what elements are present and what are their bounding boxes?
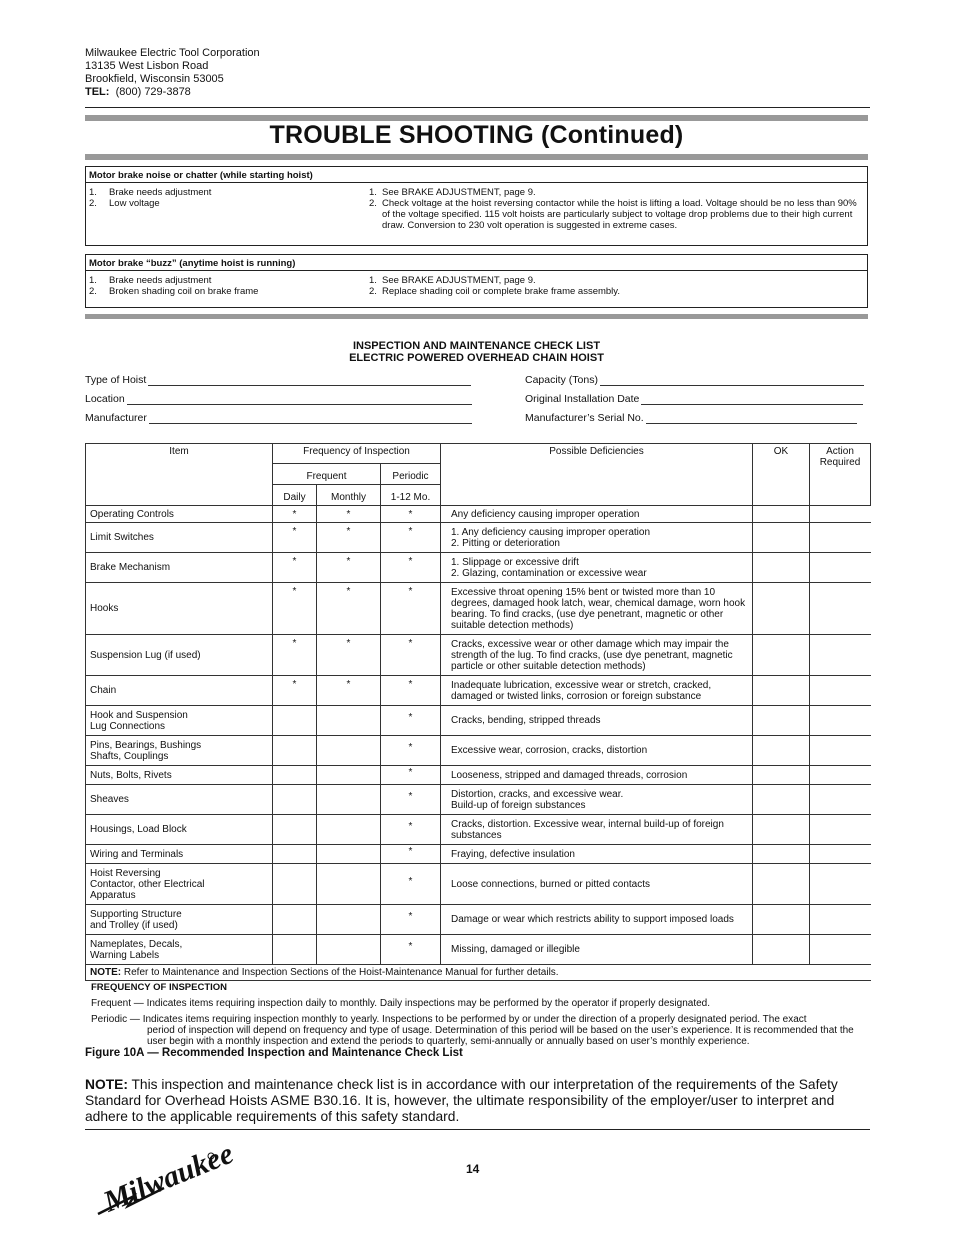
cell-monthly: * (317, 635, 381, 676)
svg-text:Milwaukee: Milwaukee (98, 1136, 238, 1219)
list-item: See BRAKE ADJUSTMENT, page 9. (382, 187, 536, 198)
cell-item: Limit Switches (86, 523, 273, 553)
page-number: 14 (466, 1162, 480, 1176)
frequency-periodic-rest: period of inspection will depend on frequency and type of usage. Determination of this period will be based on the user’s experience. It is recommended that the user begin with a monthly inspection and extend the periods to quarterly, semi-annually or annually based on user’s monthly experience. (147, 1025, 854, 1047)
cell-deficiency: Inadequate lubrication, excessive wear or stretch, cracked, damaged or twisted links, corrosion or foreign substance (441, 676, 753, 706)
cell-daily (273, 815, 317, 845)
cell-action[interactable] (810, 706, 871, 736)
list-number: 1. (369, 275, 377, 286)
cell-periodic: * (381, 815, 441, 845)
cell-action[interactable] (810, 845, 871, 864)
cell-item: Pins, Bearings, Bushings Shafts, Couplings (86, 736, 273, 766)
periodic-label: Periodic — (91, 1014, 143, 1025)
col-header-item: Item (86, 444, 273, 506)
cell-item: Hook and Suspension Lug Connections (86, 706, 273, 736)
cell-action[interactable] (810, 736, 871, 766)
cell-monthly (317, 864, 381, 905)
cell-ok[interactable] (753, 506, 810, 523)
field-manufacturer[interactable] (85, 412, 472, 424)
table-note-label: NOTE: (90, 967, 122, 978)
list-number: 2. (89, 198, 97, 209)
field-label: Type of Hoist (85, 374, 147, 386)
cell-ok[interactable] (753, 785, 810, 815)
cell-ok[interactable] (753, 905, 810, 935)
list-item: Replace shading coil or complete brake frame assembly. (382, 286, 620, 297)
header-rule (85, 107, 870, 108)
cell-item: Housings, Load Block (86, 815, 273, 845)
table-row (86, 635, 871, 676)
table-row (86, 506, 871, 523)
cell-deficiency: Excessive throat opening 15% bent or twisted more than 10 degrees, damaged hook latch, wear, chemical damage, worn hook bearing. To find cracks, (use dye penetrant, magnetic or other suitable detection methods) (441, 583, 753, 635)
cell-periodic: * (381, 506, 441, 523)
cell-deficiency: Fraying, defective insulation (441, 845, 753, 864)
periodic-text: Indicates items requiring inspection monthly to yearly. Inspections to be performed by or under the direction of a properly designated period. The exact (142, 1014, 807, 1025)
cell-periodic: * (381, 864, 441, 905)
table-row (86, 676, 871, 706)
cell-monthly: * (317, 676, 381, 706)
cell-periodic: * (381, 845, 441, 864)
cell-daily: * (273, 506, 317, 523)
company-address (85, 47, 260, 99)
col-header-action: Action Required (810, 444, 871, 506)
cell-ok[interactable] (753, 523, 810, 553)
title-bar-bottom (85, 154, 868, 160)
cell-action[interactable] (810, 864, 871, 905)
cell-ok[interactable] (753, 553, 810, 583)
cell-item: Suspension Lug (if used) (86, 635, 273, 676)
cell-monthly: * (317, 506, 381, 523)
note-text: This inspection and maintenance check list is in accordance with our interpretation of the requirements of the Safety Standard for Overhead Hoists ASME B30.16. It is, however, the ultimate responsibility of the employer/user to interpret and adhere to the applicable requirements of this safety standard. (85, 1077, 838, 1124)
field-serial-number[interactable] (525, 412, 857, 424)
field-label: Capacity (Tons) (525, 374, 598, 386)
figure-caption: Figure 10A — Recommended Inspection and Maintenance Check List (85, 1047, 463, 1059)
cell-periodic: * (381, 523, 441, 553)
cell-periodic: * (381, 583, 441, 635)
list-item: Brake needs adjustment (109, 187, 212, 198)
list-item: See BRAKE ADJUSTMENT, page 9. (382, 275, 536, 286)
table-row (86, 935, 871, 965)
col-header-ok: OK (753, 444, 810, 506)
cell-deficiency: Cracks, excessive wear or other damage which may impair the strength of the lug. To find cracks, (use dye penetrant, magnetic particle or other suitable detection methods) (441, 635, 753, 676)
table-row (86, 905, 871, 935)
trouble-remedies (369, 187, 864, 231)
note-label: NOTE: (85, 1077, 128, 1092)
frequency-title: FREQUENCY OF INSPECTION (91, 982, 228, 993)
cell-action[interactable] (810, 635, 871, 676)
cell-item: Supporting Structure and Trolley (if used) (86, 905, 273, 935)
company-tel (85, 86, 260, 99)
cell-monthly (317, 736, 381, 766)
trouble-box-brake-noise (85, 166, 868, 246)
company-street: 13135 West Lisbon Road (85, 60, 209, 72)
col-header-monthly: Monthly (317, 485, 381, 506)
cell-ok[interactable] (753, 766, 810, 785)
cell-item: Chain (86, 676, 273, 706)
cell-action[interactable] (810, 766, 871, 785)
cell-deficiency: Loose connections, burned or pitted contacts (441, 864, 753, 905)
cell-daily (273, 785, 317, 815)
table-row (86, 553, 871, 583)
checklist-table (85, 443, 871, 981)
cell-daily (273, 905, 317, 935)
cell-deficiency: Cracks, bending, stripped threads (441, 706, 753, 736)
col-header-frequency: Frequency of Inspection (273, 444, 441, 464)
field-capacity[interactable] (525, 374, 864, 386)
cell-ok[interactable] (753, 935, 810, 965)
table-note-text: Refer to Maintenance and Inspection Sections of the Hoist-Maintenance Manual for further details. (121, 967, 559, 978)
checklist-title-line2: ELECTRIC POWERED OVERHEAD CHAIN HOIST (349, 352, 604, 364)
cell-ok[interactable] (753, 583, 810, 635)
cell-monthly: * (317, 583, 381, 635)
table-row (86, 583, 871, 635)
field-label: Manufacturer (85, 412, 147, 424)
table-row (86, 785, 871, 815)
cell-item: Hooks (86, 583, 273, 635)
cell-periodic: * (381, 785, 441, 815)
note-paragraph (85, 1077, 870, 1125)
table-row (86, 815, 871, 845)
cell-monthly (317, 766, 381, 785)
cell-ok[interactable] (753, 676, 810, 706)
page-title: TROUBLE SHOOTING (Continued) (269, 121, 684, 149)
trouble-causes (89, 187, 211, 209)
cell-deficiency: Any deficiency causing improper operation (441, 506, 753, 523)
cell-periodic: * (381, 676, 441, 706)
frequency-frequent: Frequent — Indicates items requiring inspection daily to monthly. Daily inspections may be performed by the operator if properly designated. (91, 998, 711, 1009)
cell-ok[interactable] (753, 864, 810, 905)
trouble-box-brake-buzz (85, 254, 868, 308)
cell-periodic: * (381, 635, 441, 676)
cell-action[interactable] (810, 523, 871, 553)
milwaukee-logo (94, 1136, 238, 1225)
cell-monthly (317, 905, 381, 935)
list-number: 2. (89, 286, 97, 297)
cell-periodic: * (381, 766, 441, 785)
tel-number: (800) 729-3878 (115, 86, 191, 98)
cell-deficiency: Excessive wear, corrosion, cracks, distortion (441, 736, 753, 766)
field-label: Manufacturer’s Serial No. (525, 412, 644, 424)
checklist-title-line1: INSPECTION AND MAINTENANCE CHECK LIST (352, 340, 601, 352)
cell-ok[interactable] (753, 815, 810, 845)
cell-monthly (317, 935, 381, 965)
cell-periodic: * (381, 736, 441, 766)
cell-monthly (317, 706, 381, 736)
table-row (86, 706, 871, 736)
table-row (86, 523, 871, 553)
cell-action[interactable] (810, 815, 871, 845)
cell-daily (273, 935, 317, 965)
trouble-header: Motor brake noise or chatter (while starting hoist) (86, 167, 867, 183)
footer-rule (85, 1129, 870, 1130)
list-number: 2. (369, 286, 377, 297)
col-header-daily: Daily (273, 485, 317, 506)
list-number: 2. (369, 198, 377, 209)
cell-daily: * (273, 635, 317, 676)
cell-item: Nuts, Bolts, Rivets (86, 766, 273, 785)
field-installation-date[interactable] (525, 393, 863, 405)
checklist-title (85, 340, 868, 364)
list-number: 1. (89, 187, 97, 198)
cell-deficiency: 1. Slippage or excessive drift 2. Glazing, contamination or excessive wear (441, 553, 753, 583)
cell-daily (273, 766, 317, 785)
cell-monthly: * (317, 553, 381, 583)
list-item: Check voltage at the hoist reversing contactor while the hoist is lifting a load. Voltage should be no less than 90% of the voltage specified. 115 volt hoists are particularly subject to voltage drop problems due to their high current draw. Conversion to 230 volt operation is suggested in extreme cases. (382, 198, 857, 231)
cell-periodic: * (381, 706, 441, 736)
cell-periodic: * (381, 553, 441, 583)
cell-daily: * (273, 553, 317, 583)
cell-action[interactable] (810, 785, 871, 815)
cell-deficiency: Missing, damaged or illegible (441, 935, 753, 965)
frequency-periodic-first (91, 1014, 871, 1025)
cell-action[interactable] (810, 935, 871, 965)
list-item: Broken shading coil on brake frame (109, 286, 259, 297)
list-item: Low voltage (109, 198, 160, 209)
cell-daily (273, 864, 317, 905)
cell-item: Operating Controls (86, 506, 273, 523)
cell-deficiency: Cracks, distortion. Excessive wear, internal build-up of foreign substances (441, 815, 753, 845)
cell-monthly (317, 815, 381, 845)
list-number: 1. (89, 275, 97, 286)
tel-label: TEL: (85, 86, 110, 98)
col-header-deficiencies: Possible Deficiencies (441, 444, 753, 506)
section-bar (85, 314, 868, 319)
cell-ok[interactable] (753, 736, 810, 766)
field-type-of-hoist[interactable] (85, 374, 471, 386)
table-row (86, 766, 871, 785)
cell-action[interactable] (810, 583, 871, 635)
field-location[interactable] (85, 393, 472, 405)
cell-ok[interactable] (753, 845, 810, 864)
cell-action[interactable] (810, 553, 871, 583)
cell-periodic: * (381, 935, 441, 965)
trouble-causes (89, 275, 258, 297)
cell-deficiency: 1. Any deficiency causing improper operation 2. Pitting or deterioration (441, 523, 753, 553)
cell-deficiency: Looseness, stripped and damaged threads, corrosion (441, 766, 753, 785)
cell-item: Nameplates, Decals, Warning Labels (86, 935, 273, 965)
table-note (86, 965, 871, 981)
cell-item: Wiring and Terminals (86, 845, 273, 864)
cell-deficiency: Distortion, cracks, and excessive wear. Build-up of foreign substances (441, 785, 753, 815)
table-row (86, 736, 871, 766)
cell-ok[interactable] (753, 635, 810, 676)
cell-deficiency: Damage or wear which restricts ability to support imposed loads (441, 905, 753, 935)
company-city: Brookfield, Wisconsin 53005 (85, 73, 224, 85)
field-label: Original Installation Date (525, 393, 640, 405)
table-row (86, 864, 871, 905)
cell-monthly (317, 845, 381, 864)
table-row (86, 845, 871, 864)
trouble-header: Motor brake “buzz” (anytime hoist is running) (86, 255, 867, 271)
company-name: Milwaukee Electric Tool Corporation (85, 47, 260, 59)
cell-daily (273, 845, 317, 864)
col-header-frequent: Frequent (273, 464, 381, 485)
cell-action[interactable] (810, 676, 871, 706)
cell-item: Hoist Reversing Contactor, other Electrical Apparatus (86, 864, 273, 905)
cell-item: Sheaves (86, 785, 273, 815)
cell-monthly: * (317, 523, 381, 553)
list-item: Brake needs adjustment (109, 275, 212, 286)
cell-daily: * (273, 523, 317, 553)
col-header-periodic: Periodic (381, 464, 441, 485)
field-label: Location (85, 393, 125, 405)
cell-daily (273, 706, 317, 736)
cell-action[interactable] (810, 905, 871, 935)
trouble-remedies (369, 275, 864, 297)
cell-item: Brake Mechanism (86, 553, 273, 583)
cell-ok[interactable] (753, 706, 810, 736)
cell-monthly (317, 785, 381, 815)
list-number: 1. (369, 187, 377, 198)
cell-action[interactable] (810, 506, 871, 523)
col-header-months: 1-12 Mo. (381, 485, 441, 506)
cell-daily (273, 736, 317, 766)
cell-periodic: * (381, 905, 441, 935)
cell-daily: * (273, 676, 317, 706)
cell-daily: * (273, 583, 317, 635)
